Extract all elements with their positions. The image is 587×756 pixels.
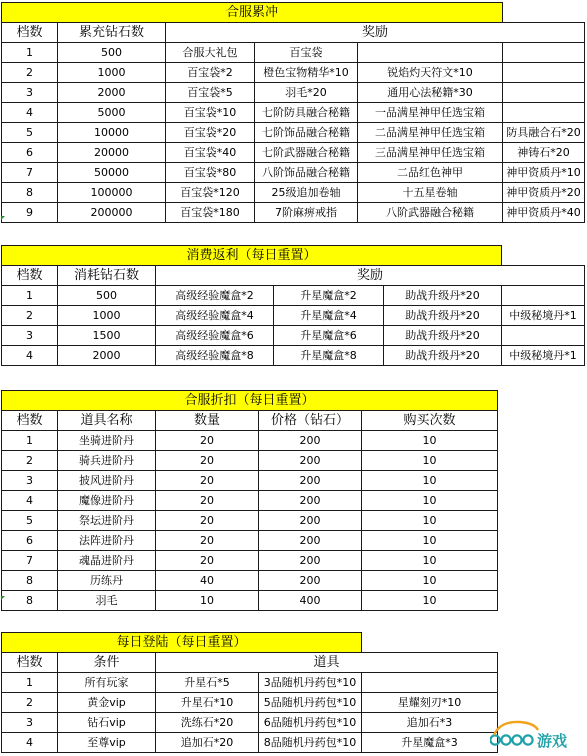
- table-cell: [358, 43, 503, 63]
- table-row: [2, 713, 498, 733]
- table-row: [2, 693, 498, 713]
- table-cell: 百宝袋*20: [166, 123, 255, 143]
- column-header: 道具名称: [58, 411, 156, 431]
- table-cell: 1: [2, 673, 58, 693]
- table-cell: 十五星卷轴: [358, 183, 503, 203]
- table-cell: 6品随机丹药包*10: [259, 713, 362, 733]
- table-cell: 200: [259, 471, 362, 491]
- table-cell: 1000: [58, 306, 156, 326]
- table-cell: 神甲资质丹*40: [503, 203, 585, 223]
- logo-wordmark: 游戏: [537, 732, 568, 750]
- table-row: [2, 733, 498, 753]
- table-row: [2, 431, 498, 451]
- table-cell: 6: [2, 531, 58, 551]
- table-cell: 助战升级丹*20: [384, 306, 502, 326]
- table-cell: 10: [362, 511, 498, 531]
- table-cell: 二品红色神甲: [358, 163, 503, 183]
- table-cell: 10: [362, 471, 498, 491]
- table-cell: 魂晶进阶丹: [58, 551, 156, 571]
- cell-corner-marker: [1, 596, 5, 600]
- table-cell: 20: [156, 431, 259, 451]
- table-cell: 200: [259, 511, 362, 531]
- table-daily-login: [1, 632, 498, 753]
- table-cell: 七阶武器融合秘籍: [255, 143, 358, 163]
- table-cell: 百宝袋*10: [166, 103, 255, 123]
- table-cell: 200: [259, 491, 362, 511]
- table-cell: 8: [2, 183, 58, 203]
- table-cell: 10: [362, 531, 498, 551]
- table-cell: 追加石*3: [362, 713, 498, 733]
- table-cell: 200: [259, 431, 362, 451]
- table-cell: 钻石vip: [58, 713, 156, 733]
- table-cell: 200000: [58, 203, 166, 223]
- table-cell: 2: [2, 306, 58, 326]
- table-cell: 升星魔盒*2: [274, 286, 384, 306]
- table-row: [2, 143, 585, 163]
- table-cell: 黄金vip: [58, 693, 156, 713]
- table-cell: 三品满星神甲任选宝箱: [358, 143, 503, 163]
- table-cell: 8: [2, 591, 58, 611]
- table-cell: 1500: [58, 326, 156, 346]
- table-cell: 升星魔盒*8: [274, 346, 384, 366]
- table-row: [2, 163, 585, 183]
- table-cell: 披风进阶丹: [58, 471, 156, 491]
- table-cell: 20: [156, 451, 259, 471]
- table-spend-rebate: [1, 245, 585, 366]
- table-cell: 助战升级丹*20: [384, 326, 502, 346]
- table-cell: 2: [2, 451, 58, 471]
- table-cell: [503, 103, 585, 123]
- table-cell: 防具融合石*20: [503, 123, 585, 143]
- table-cell: 八阶饰品融合秘籍: [255, 163, 358, 183]
- table-cell: 1: [2, 286, 58, 306]
- table-cell: 3品随机丹药包*10: [259, 673, 362, 693]
- table-cell: 20: [156, 471, 259, 491]
- table-cell: 百宝袋*120: [166, 183, 255, 203]
- table-cell: 8: [2, 571, 58, 591]
- table-cell: 10: [362, 491, 498, 511]
- table-cell: 百宝袋: [255, 43, 358, 63]
- table-row: [2, 571, 498, 591]
- table-cell: 一品满星神甲任选宝箱: [358, 103, 503, 123]
- table-cell: 200: [259, 571, 362, 591]
- column-header: 消耗钻石数: [58, 266, 156, 286]
- table-cell: 神甲资质丹*20: [503, 183, 585, 203]
- table-cell: 400: [259, 591, 362, 611]
- table-cell: [362, 673, 498, 693]
- table-cell: 5: [2, 511, 58, 531]
- table-cell: 3: [2, 713, 58, 733]
- table-row: [2, 326, 585, 346]
- table-cell: 神甲资质丹*10: [503, 163, 585, 183]
- table-cell: 百宝袋*2: [166, 63, 255, 83]
- table-cell: 追加石*20: [156, 733, 259, 753]
- table-cell: 高级经验魔盒*8: [156, 346, 274, 366]
- table-cell: 八阶武器融合秘籍: [358, 203, 503, 223]
- table-cell: 至尊vip: [58, 733, 156, 753]
- table-cell: 4: [2, 733, 58, 753]
- table-cell: 10: [156, 591, 259, 611]
- table-row: [2, 123, 585, 143]
- table-cell: 50000: [58, 163, 166, 183]
- table-cell: 2: [2, 693, 58, 713]
- table-cell: 10: [362, 591, 498, 611]
- table-cell: 3: [2, 326, 58, 346]
- table-cell: 魔像进阶丹: [58, 491, 156, 511]
- column-header: 档数: [2, 266, 58, 286]
- table-cell: 升星魔盒*4: [274, 306, 384, 326]
- table-cell: 百宝袋*5: [166, 83, 255, 103]
- table-row: [2, 531, 498, 551]
- table-cell: 5品随机丹药包*10: [259, 693, 362, 713]
- table-cell: 5000: [58, 103, 166, 123]
- column-header: 奖励: [166, 23, 585, 43]
- table-cell: 百宝袋*180: [166, 203, 255, 223]
- column-header: 道具: [156, 653, 498, 673]
- table-cell: 洗练石*20: [156, 713, 259, 733]
- table-cell: [502, 326, 585, 346]
- table-cell: 7: [2, 163, 58, 183]
- table-cell: 20: [156, 551, 259, 571]
- table-row: [2, 286, 585, 306]
- table-cell: 羽毛*20: [255, 83, 358, 103]
- table-row: [2, 551, 498, 571]
- table-cell: [503, 83, 585, 103]
- table-cell: 20: [156, 491, 259, 511]
- table-row: [2, 673, 498, 693]
- table-cell: 二品满星神甲任选宝箱: [358, 123, 503, 143]
- table-row: [2, 511, 498, 531]
- column-header: 价格（钻石）: [259, 411, 362, 431]
- table-cell: 1: [2, 431, 58, 451]
- table-cell: [502, 286, 585, 306]
- table-row: [2, 63, 585, 83]
- table-cell: 2000: [58, 83, 166, 103]
- table-title: 合服折扣（每日重置）: [2, 391, 498, 411]
- table-cell: 七阶饰品融合秘籍: [255, 123, 358, 143]
- table-merge-discount: [1, 390, 498, 611]
- table-row: [2, 183, 585, 203]
- table-cell: 羽毛: [58, 591, 156, 611]
- table-cell: 百宝袋*80: [166, 163, 255, 183]
- table-cell: 20: [156, 531, 259, 551]
- table-cell: 升星石*10: [156, 693, 259, 713]
- table-cell: 高级经验魔盒*4: [156, 306, 274, 326]
- table-cell: 通用心法秘籍*30: [358, 83, 503, 103]
- table-cell: 法阵进阶丹: [58, 531, 156, 551]
- table-cell: 200: [259, 531, 362, 551]
- site-logo-graphic: [490, 716, 586, 752]
- table-cell: 10: [362, 431, 498, 451]
- column-header: 奖励: [156, 266, 585, 286]
- table-cell: 橙色宝物精华*10: [255, 63, 358, 83]
- table-cell: 10000: [58, 123, 166, 143]
- table-cell: 10: [362, 451, 498, 471]
- table-cell: 500: [58, 43, 166, 63]
- table-cell: 高级经验魔盒*6: [156, 326, 274, 346]
- table-cell: 中级秘境丹*1: [502, 346, 585, 366]
- table-cell: 10: [362, 551, 498, 571]
- table-cell: 高级经验魔盒*2: [156, 286, 274, 306]
- table-cell: 7阶麻痹戒指: [255, 203, 358, 223]
- table-cell: 1000: [58, 63, 166, 83]
- table-cell: 9: [2, 203, 58, 223]
- column-header: 档数: [2, 653, 58, 673]
- table-cell: 10: [362, 571, 498, 591]
- table-cell: [503, 63, 585, 83]
- table-cell: 20: [156, 511, 259, 531]
- table-cell: 4: [2, 103, 58, 123]
- table-row: [2, 451, 498, 471]
- table-row: [2, 103, 585, 123]
- table-title: 每日登陆（每日重置）: [2, 633, 362, 653]
- table-row: [2, 306, 585, 326]
- table-cell: 2000: [58, 346, 156, 366]
- table-cell: 历练丹: [58, 571, 156, 591]
- table-cell: 8品随机丹药包*10: [259, 733, 362, 753]
- table-cell: 升星石*5: [156, 673, 259, 693]
- table-cell: 中级秘境丹*1: [502, 306, 585, 326]
- table-cell: 2: [2, 63, 58, 83]
- table-cell: 升星魔盒*3: [362, 733, 498, 753]
- table-title: 消费返利（每日重置）: [2, 246, 502, 266]
- table-cell: 6: [2, 143, 58, 163]
- table-cell: 神铸石*20: [503, 143, 585, 163]
- column-header: 累充钻石数: [58, 23, 166, 43]
- table-cell: 200: [259, 451, 362, 471]
- column-header: 档数: [2, 411, 58, 431]
- table-cell: 所有玩家: [58, 673, 156, 693]
- table-cell: 百宝袋*40: [166, 143, 255, 163]
- column-header: 数量: [156, 411, 259, 431]
- table-cell: 助战升级丹*20: [384, 346, 502, 366]
- table-row: [2, 591, 498, 611]
- column-header: 条件: [58, 653, 156, 673]
- cell-corner-marker: [1, 216, 5, 220]
- table-cell: 200: [259, 551, 362, 571]
- table-title: 合服累冲: [2, 3, 503, 23]
- table-cell: 40: [156, 571, 259, 591]
- table-row: [2, 83, 585, 103]
- table-cell: 5: [2, 123, 58, 143]
- table-row: [2, 346, 585, 366]
- table-cell: 七阶防具融合秘籍: [255, 103, 358, 123]
- table-cell: 25级追加卷轴: [255, 183, 358, 203]
- table-cell: 骑兵进阶丹: [58, 451, 156, 471]
- table-merge-recharge: [1, 2, 585, 223]
- table-cell: 100000: [58, 183, 166, 203]
- table-cell: 20000: [58, 143, 166, 163]
- table-cell: 合服大礼包: [166, 43, 255, 63]
- table-cell: 4: [2, 346, 58, 366]
- table-cell: 祭坛进阶丹: [58, 511, 156, 531]
- table-cell: 3: [2, 83, 58, 103]
- table-row: [2, 43, 585, 63]
- column-header: 购买次数: [362, 411, 498, 431]
- table-row: [2, 491, 498, 511]
- table-cell: 3: [2, 471, 58, 491]
- table-row: [2, 203, 585, 223]
- site-logo: [490, 716, 586, 752]
- table-cell: 坐骑进阶丹: [58, 431, 156, 451]
- table-cell: 4: [2, 491, 58, 511]
- table-cell: 500: [58, 286, 156, 306]
- table-cell: 助战升级丹*20: [384, 286, 502, 306]
- table-cell: 升星魔盒*6: [274, 326, 384, 346]
- column-header: 档数: [2, 23, 58, 43]
- table-row: [2, 471, 498, 491]
- table-cell: 1: [2, 43, 58, 63]
- table-cell: [503, 43, 585, 63]
- table-cell: 7: [2, 551, 58, 571]
- table-cell: 锐焰灼天符文*10: [358, 63, 503, 83]
- table-cell: 星耀刻刃*10: [362, 693, 498, 713]
